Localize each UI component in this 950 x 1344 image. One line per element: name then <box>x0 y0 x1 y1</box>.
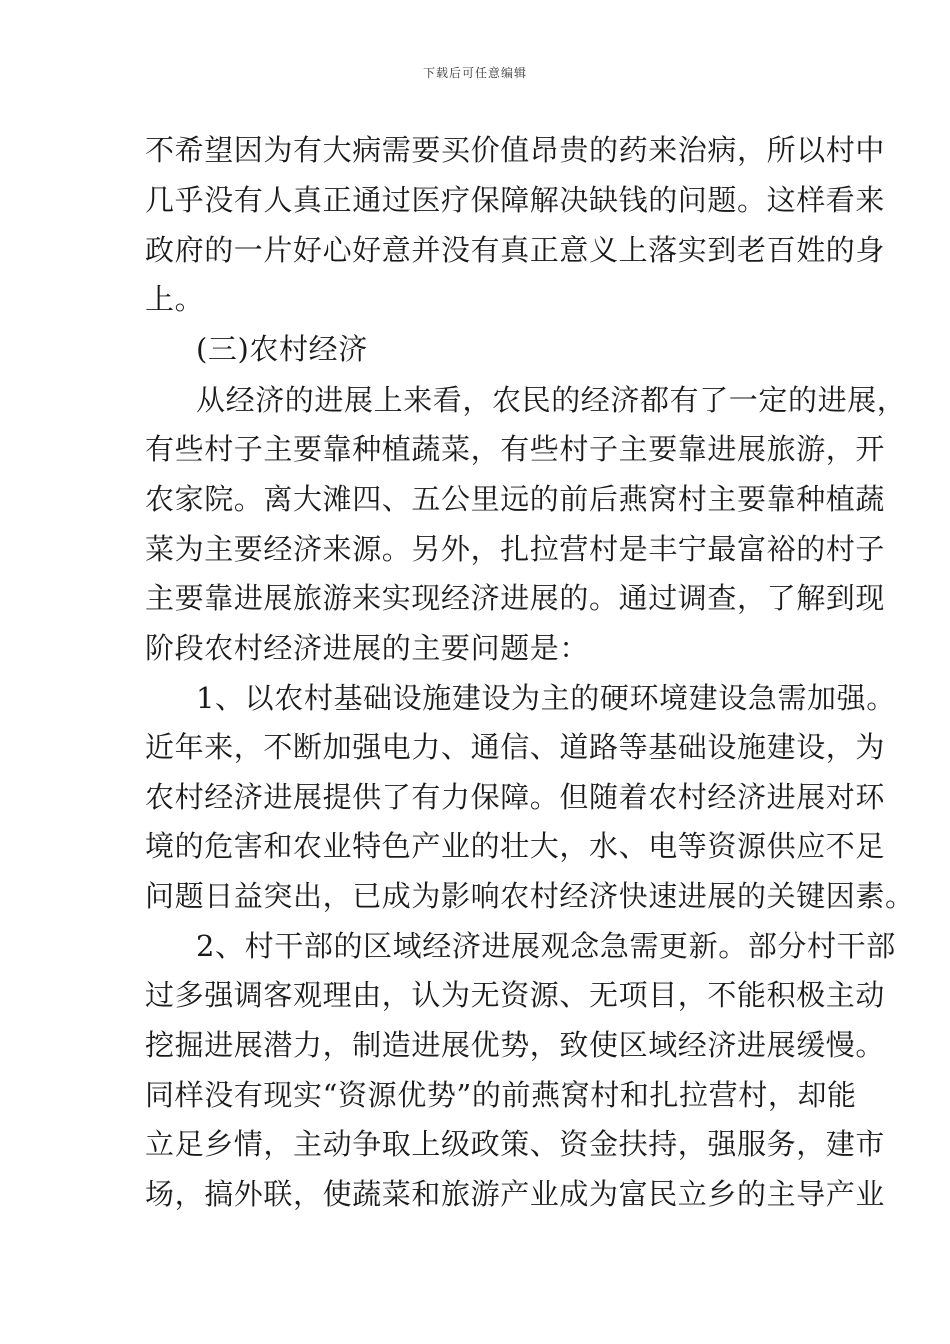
body-text-line: 从经济的进展上来看，农民的经济都有了一定的进展， <box>196 383 907 417</box>
page-header: 下载后可任意编辑 <box>422 66 527 80</box>
body-text-line: 菜为主要经济来源。另外，扎拉营村是丰宁最富裕的村子 <box>145 532 886 566</box>
body-text-line: 1、以农村基础设施建设为主的硬环境建设急需加强。 <box>196 681 896 715</box>
body-text-line: 挖掘进展潜力，制造进展优势，致使区域经济进展缓慢。 <box>145 1028 886 1062</box>
body-text-line: 有些村子主要靠种植蔬菜，有些村子主要靠进展旅游，开 <box>145 432 886 466</box>
body-text-line: 近年来，不断加强电力、通信、道路等基础设施建设，为 <box>145 730 886 764</box>
body-text-line: 场，搞外联，使蔬菜和旅游产业成为富民立乡的主导产业 <box>145 1177 886 1211</box>
body-text-line: 2、村干部的区域经济进展观念急需更新。部分村干部 <box>196 929 896 963</box>
body-text-line: 上。 <box>145 282 205 316</box>
body-text-line: 几乎没有人真正通过医疗保障解决缺钱的问题。这样看来 <box>145 183 886 217</box>
body-text-line: 问题日益突出，已成为影响农村经济快速进展的关键因素。 <box>145 879 915 913</box>
body-text-line: 农村经济进展提供了有力保障。但随着农村经济进展对环 <box>145 780 886 814</box>
body-text-line: 政府的一片好心好意并没有真正意义上落实到老百姓的身 <box>145 233 886 267</box>
body-text-line: 阶段农村经济进展的主要问题是： <box>145 631 590 665</box>
body-text-line: 同样没有现实“资源优势”的前燕窝村和扎拉营村，却能 <box>145 1078 857 1112</box>
body-text-line: 立足乡情，主动争取上级政策、资金扶持，强服务，建市 <box>145 1127 886 1161</box>
body-text-line: 主要靠进展旅游来实现经济进展的。通过调查，了解到现 <box>145 581 886 615</box>
body-text-line: 不希望因为有大病需要买价值昂贵的药来治病，所以村中 <box>145 133 886 167</box>
body-text-line: 过多强调客观理由，认为无资源、无项目，不能积极主动 <box>145 978 886 1012</box>
body-text-line: 境的危害和农业特色产业的壮大，水、电等资源供应不足 <box>145 829 886 863</box>
section-heading: (三)农村经济 <box>196 332 368 366</box>
body-text-line: 农家院。离大滩四、五公里远的前后燕窝村主要靠种植蔬 <box>145 482 886 516</box>
